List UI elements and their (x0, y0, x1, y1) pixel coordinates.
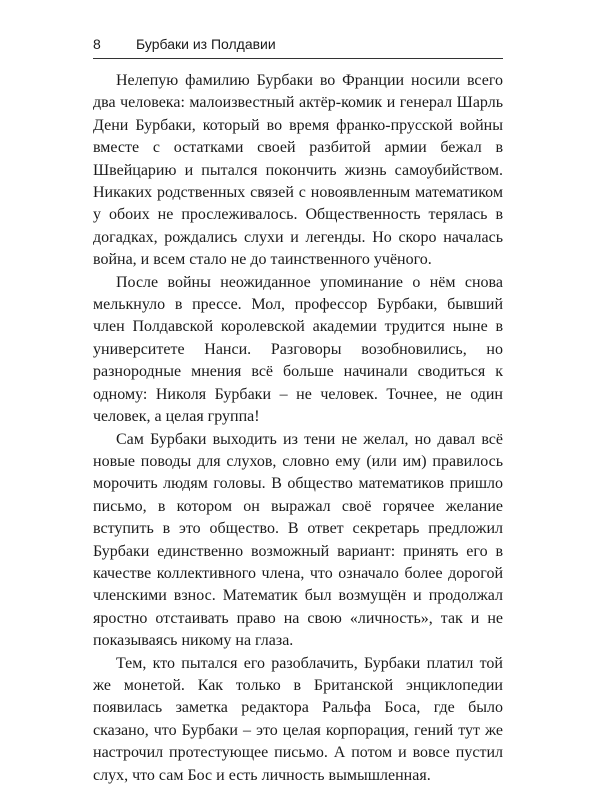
paragraph: Нелепую фамилию Бурбаки во Франции носили всего два человека: малоизвестный актёр-комик и генерал Шарль Дени Бурбаки, который во время франко-прусской войны вместе с остатками своей разбитой армии бежал в Швейцарию и пытался покончить жизнь самоубийством. Никаких родственных связей с новоявленным математиком у обоих не прослеживалось. Общественность терялась в догадках, рождались слухи и легенды. Но скоро началась война, и всем стало не до таинственного учёного. (93, 72, 503, 269)
running-header (93, 30, 503, 59)
paragraph: Тем, кто пытался его разоблачить, Бурбаки платил той же монетой. Как только в Британской энциклопедии появилась заметка редактора Ральфа Боса, где было сказано, что Бурбаки – это целая корпорация, гений тут же настрочил протестующее письмо. А потом и вовсе пустил слух, что сам Бос и есть личность вымышленная. (93, 654, 503, 784)
paragraph: После войны неожиданное упоминание о нём снова мелькнуло в прессе. Мол, профессор Бурбаки, бывший член Полдавской королевской академии трудится ныне в университете Нанси. Разговоры возобновились, но разнородные мнения всё больше начинали сводиться к одному: Николя Бурбаки – не человек. Точнее, не один человек, а целая группа! (93, 273, 503, 426)
body-text (93, 70, 503, 787)
running-title: Бурбаки из Полдавии (136, 36, 276, 52)
page-number: 8 (93, 36, 101, 52)
paragraph: Сам Бурбаки выходить из тени не желал, но давал всё новые поводы для слухов, словно ему (или им) правилось морочить людям головы. В общество математиков пришло письмо, в котором он выражал своё горячее желание вступить в это общество. В ответ секретарь предложил Бурбаки единственно возможный вариант: принять его в качестве коллективного члена, что означало более дорогой членскими взнос. Математик был возмущён и продолжал яростно отстаивать право на свою «личность», так и не показываясь никому на глаза. (93, 430, 503, 650)
